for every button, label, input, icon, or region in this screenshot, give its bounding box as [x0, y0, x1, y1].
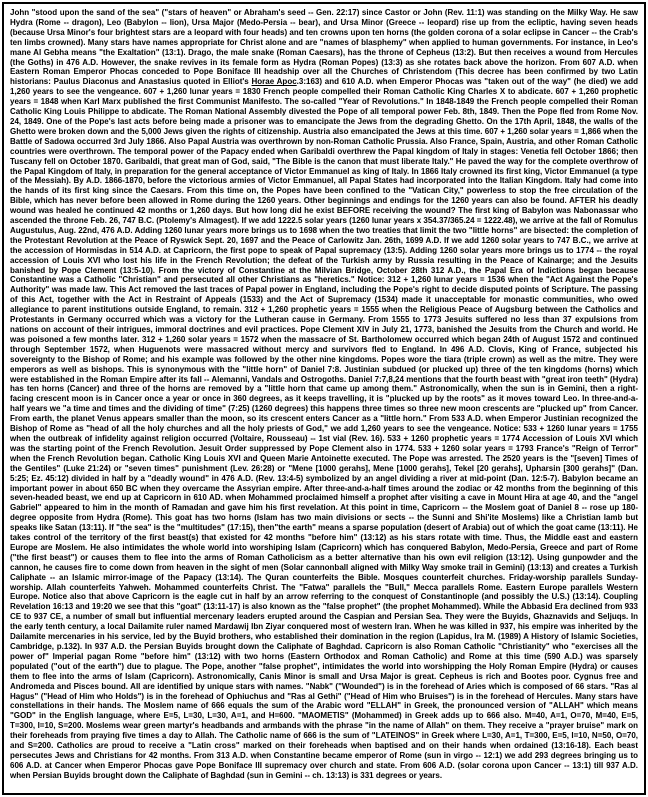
horae-apoc-citation: Horae Apoc — [251, 77, 297, 87]
commentary-text — [10, 8, 638, 787]
paragraph-part-2: .3:163) and 610 A.D. when Emperor Phocas was "taken out of the way" (he died) we add 1,260 years to see the vengeance. 607 + 1,260 lunar years = 1830 French people compelled their Roman Catholic King Charles X to abdicate. 607 + 1,260 prophetic years = 1848 when Karl Marx published the first Communist Manifesto. The so-called "Year of Revolutions." In 1848-1849 the French people compelled their Roman Catholic King Louis Philippe to abdicate. The Roman National Assembly divested the Pope of all temporal power Feb. 8th, 1849. Then the Pope fled from Rome Nov. 24, 1849. One of the Pope's last acts before being made a prisoner was to emancipate the Jews from the degrading Ghetto. On the 17th April, 1848, the walls of the Ghetto were broken down and the 5,000 Jews given the rights of citizenship. Austria also emancipated the Jews at this time. 607 + 1,260 solar years = 1,866 when the Battle of Sadowa occurred 3rd July 1866. Also Papal Austria was overthrown by non-Roman Catholic Prussia. Also France, Spain, Austria, and other Roman Catholic countries were overthrown. The temporal power of the Papacy ended when Garibaldi overthrew the Papal kingdom of Italy in stages: Venetia fell October 1866; then Tuscany fell on October 1870. Garibaldi, that great man of God, said, "The Bible is the canon that must liberate Italy." He paved the way for the complete overthrow of the Papal Kingdom of Italy, in preparation for the general acceptance of Victor Emmanuel as king of Italy. In 1866 Italy crowned its first king, Victor Emmanuel (a type of the Messiah). By A.D. 1866-1870, before the victorious armies of Victor Emmanuel, all Papal States had incorporated into the Italian Kingdom. Italy had come into the hands of its first king since the Caesars. From this time on, the Popes have been confined to the "Vatican City," powerless to stop the free circulation of the Bible, which has never before been allowed in Rome during the 1260 years. Other beginnings and endings for the 1260 years can also be found. AFTER his deadly wound was healed he continued 42 months or 1,260 days. But how long did he exist BEFORE receiving the wound? The first king of Babylon was Nabonassar who ascended the throne Feb. 26, 747 B.C. (Ptolemy's Almagest). If we add 1222.5 solar years (1260 lunar years x 354.37/365.24 = 1222.48), we arrive at the fall of Romulus Augustulus, Aug. 22nd, 476 A.D. Adding 1260 lunar years more brings us to 1698 when the two treaties that limit the two "little horns" are bisected: the completion of the Protestant Revolution at the Peace of Ryswick Sept. 20, 1697 and the Peace of Carlowitz Jan. 26th, 1699 A.D. If we add 1260 solar years to 747 B.C., we arrive at the accession of Hormisdas in 514 A.D. at Capricorn, the first pope to speak of Papal supremacy (13:5). Adding 1260 solar years more brings us to 1774 -- the royal accession of Louis XVI who lost his life in the French Revolution; the defeat of the Turkish army by Russia resulting in the Peace of Kainarge; and the Jesuits banished by Pope Clement (13:5-10). From the victory of Constantine at the Milvian Bridge, October 28th 312 A.D., the Papal Era of Indictions began because Constantine was a Catholic "Christian" and persecuted all other Christians as "heretics." Notice: 312 + 1,260 lunar years = 1536 when the "Act Against the Pope's Authority" was made law. This Act removed the last traces of Papal power in England, including the Pope's right to decide disputed points of Scripture. The passing of this Act, together with the Act in Restraint of Appeals (1533) and the Act of Supremacy (1534) made it unacceptable for monastic communities, who owed allegiance to parent institutions outside England, to remain. 312 + 1,260 prophetic years = 1555 when the Religious Peace of Augsburg between the Catholics and Protestants in Germany occurred which was a victory for the Lutheran cause in Germany. From 1555 to 1773 Jesuits suffered no less than 37 expulsions from nations on account of their intrigues, immoral doctrines and evil practices. Pope Clement XIV in July 21, 1773, banished the Jesuits from the Church and world. He was poisoned a few months later. 312 + 1,260 solar years = 1572 when the massacre of St. Bartholomew occurred which began 24th of August 1572 and continued through September 1572, when Huguenots were massacred without mercy and survivors fled to England. In 496 A.D. Clovis, King of France, subjected his sovereignty to the Bishop of Rome; and his example was followed by the other nine kingdoms. Popes wore the tiara (triple crown) as well as the mitre. They were emperors as well as bishops. This is synonymous with the "little horn" of Daniel 7:8. Justinian subdued (or plucked up) three of the ten kingdoms (horns) which were established in the Roman Empire after its fall -- Alemanni, Vandals and Ostrogoths. Daniel 7:7,8,24 mentions that the fourth beast with "great iron teeth" (Hydra) has ten horns (Cancer) and three of the horns are removed by a "little horn that came up among them." Astronomically, when the sun is in Gemini, then a right-facing crescent moon is in Cancer once a year or once in 360 degrees, as it keeps travelling, it is "plucked up by the roots" as it moves toward Leo. In three-and-a-half years we "a time and times and the dividing of time" (7:25) (1260 degrees) this happens three times so three new moon crescents are "plucked up" from Cancer. From earth, the planet Venus appears smaller than the moon, so its crescent enters Cancer as a "little horn." From 533 A.D. when Emperor Justinian recognized the Bishop of Rome as "head of all the holy churches and all the holy priests of God," we add 1,260 years to see the vengeance. Notice: 533 + 1260 lunar years = 1755 when the outbreak of infidelity against religion occurred (Voltaire, Rousseau) -- 1st vial (Rev. 16). 533 + 1260 prophetic years = 1774 Accession of Louis XVI which was the starting point of the French Revolution. Jesuit Order suppressed by Pope Clement also in 1774. 533 + 1260 solar years = 1793 France's "Reign of Terror" when the French Revolution began. Catholic King Louis XVI and Queen Marie Antoinette executed. The Pope was arrested. The 2520 years is the "[seven] Times of the Gentiles" (Luke 21:24) or "seven times" punishment (Lev. 26:28) or "Mene [1000 gerahs], Mene [1000 gerahs], Tekel [20 gerahs], Upharsin [300 gerahs]" (Dan. 5:25; Ez. 45:12) divided in half by a "deadly wound" in 476 A.D. (Rev. 13:4-5) symbolized by an angel dividing a river at mid-point (Dan. 12:5-7). Babylon became an important power in about 650 BC when they overcame the Assyrian empire. After three-and-a-half times around the zodiac or 42 months from the beginning of this seven-headed beast, we end up at Capricorn in 610 AD. when Mohammed proclaimed himself a prophet after visiting a cave in Mount Hira at age 40, and the "angel Gabriel" appeared to him in the month of Ramadan and gave him his first revelation. At this point in time, Capricorn -- the Moslem goat of Daniel 8 -- rose up 180-degree opposite from Hydra (Rome). This goat has two horns (Islam has two main divisions or sects -- the Sunni and Shi'ite Moslems) like a Christian lamb but speaks like Satan (13:11). If "the sea" is the "multitudes" (17:15), then"the earth" means a sparse population (desert of Arabia) out of which the goat came (13:11). He takes control of the territory of the first beast(s) that existed for 42 months "before him" (13:12) as his stars rotate with time. Thus, the Middle east and eastern Europe are Moslem. He also intimidates the whole world into worshiping Islam (Capricorn) which has conquered Babylon, Medo-Persia, Greece and part of Rome ("the first beast") or causes them to flee into the arms of Roman Catholicism as a better alternative than his own evil religion (13:12). Using gunpowder and the cannon, he causes fire to come down from heaven in the sight of men (Solar cannonball aligned with Milky Way smoke trail in Gemini) (13:13) and creates a Turkish Caliphate -- an Islamic mirror-image of the Papacy (13:14). The Quran counterfeits the Bible. Mosques counterfeit churches. Friday-worship parallels Sunday-worship. Allah counterfeits Yahweh. Mohammed counterfeits Christ. The "Fatwa" parallels the "Bull," Mecca parallels Rome. Eastern Europe parallels Western Europe. Notice also that above Capricorn is the eagle cut in half by an arrow referring to the conquest of Constantinople (and possibly the U.S.) (13:14). Coupling Revelation 16:13 and 19:20 we see that this "goat" (13:11-17) is also known as the "false prophet" (the prophet Mohammed). While the Abbasid Era declined from 933 CE to 937 CE, a number of small but influential mercenary leaders erupted around the Caspian and Persian Sea. They were the Buyids, Ghaznavids and Seljuqs. In the early tenth century, a local Dailamite ruler named Mardawij Ibn Ziyar conquered most of western Iran. When he was killed in 937, his empire was inherited by the Dailamite mercenaries in his service, led by the Buyid brothers, who established their domination in the region (Lapidus, Ira M. (1989) A History of Islamic Societies, Cambridge, p.132). In 937 A.D. the Persian Buyids brought down the Caliphate of Baghdad. Capricorn is also Roman Catholic "Christianity" who "exercises all the power of" Imperial pagan Rome "before him" (13:12) with two horns (Eastern Orthodox and Roman Catholic) and Rome at this time (590 A.D.) was sparsely populated ("out of the earth") due to plague. The Pope, another "false prophet", intimidates the world into worshipping the Holy Roman Empire (Hydra) or causes them to flee into the arms of Islam (Capricorn). Astronomically, Canis Minor is small and Ursa Major is great. Cepheus is rich and Bootes poor. Cygnus free and Andromeda and Pisces bound. All are identified by unique stars with names. "Nabk" ("Wounded") is in the forehead of Aries which is composed of 66 stars. "Ras al Hagus" ("Head of Him who Holds") is in the forehead of Ophiuchus and "Ras al Gethi" ("Head of Him who Bruises") is in the forehead of Hercules. Many stars have constellations in their hands. The Moslem name of 666 equals the sum of the Arabic word "ELLAH" in Greek, the pronounced version of "ALLAH" which means "GOD" in the English language, where E=5, L=30, L=30, A=1, and H=600. "MAOMETIS" (Mohammed) in Greek adds up to 666 also. M=40, A=1, O=70, M=40, E=5, T=300, I=10, S=200. Moslems wear green martyr's headbands and armbands with the phrase "in the name of Allah" on them. They receive a "prayer bruise" mark on their foreheads from praying five times a day to Allah. The Catholic name of 666 is the sum of "LATEINOS" in Greek where L=30, A=1, T=300, E=5, I=10, N=50, O=70, and S=200. Catholics are proud to receive a "Latin cross" marked on their foreheads when baptised and on their hands when ordained (13:16-18). Each beast persecutes Jews and Christians for 42 months. From 313 A.D. when Constantine became emperor of Rome (sun in virgo -- 12:1) we add 293 degrees bringing us to 606 A.D. at Cancer when Emperor Phocas gave Pope Boniface III supremacy over church and state. From 606 A.D. (solar corona upon Cancer -- 13:1) till 937 A.D. when Persian Buyids brought down the Caliphate of Baghdad (sun in Gemini -- ch. 13:13) is 331 degrees or years. — [10, 77, 638, 780]
commentary-paragraph — [10, 8, 638, 781]
page-border — [2, 2, 646, 795]
paragraph-part-1: John "stood upon the sand of the sea" ("stars of heaven" or Abraham's seed -- Gen. 22:17) since Castor or John (Rev. 11:1) was standing on the Milky Way. He saw Hydra (Rome -- dragon), Leo (Babylon -- lion), Ursa Major (Medo-Persia -- bear), and Ursa Minor (Greece -- leopard) rise up from the ecliptic, having seven heads (because Ursa Minor's four brightest stars are a leopard with four heads) and ten crowns upon ten horns (the golden corona of a solar eclipse in Cancer -- the Crab's ten limbs crowned). Many stars have names appropriate for Christ alone and are "names of blasphemy" when applied to human governments. For instance, in Leo's mane Al Gebha means "the Exaltation" (13:1). Drago, the male snake (Roman Caesars), has the throne of Cepheus (13:2). But then receives a wound from Hercules (the Goths) in 476 A.D. However, the snake revives in its female form as Hydra (Roman Popes) (13:3) as she rotates back above the horizon. From 607 A.D. when Eastern Roman Emperor Phocas conceded to Pope Boniface III headship over all the Churches of Christendom (This decree has been confirmed by two Latin historians: Paulus Diaconus and Anastasius quoted in Elliot's — [10, 8, 638, 87]
